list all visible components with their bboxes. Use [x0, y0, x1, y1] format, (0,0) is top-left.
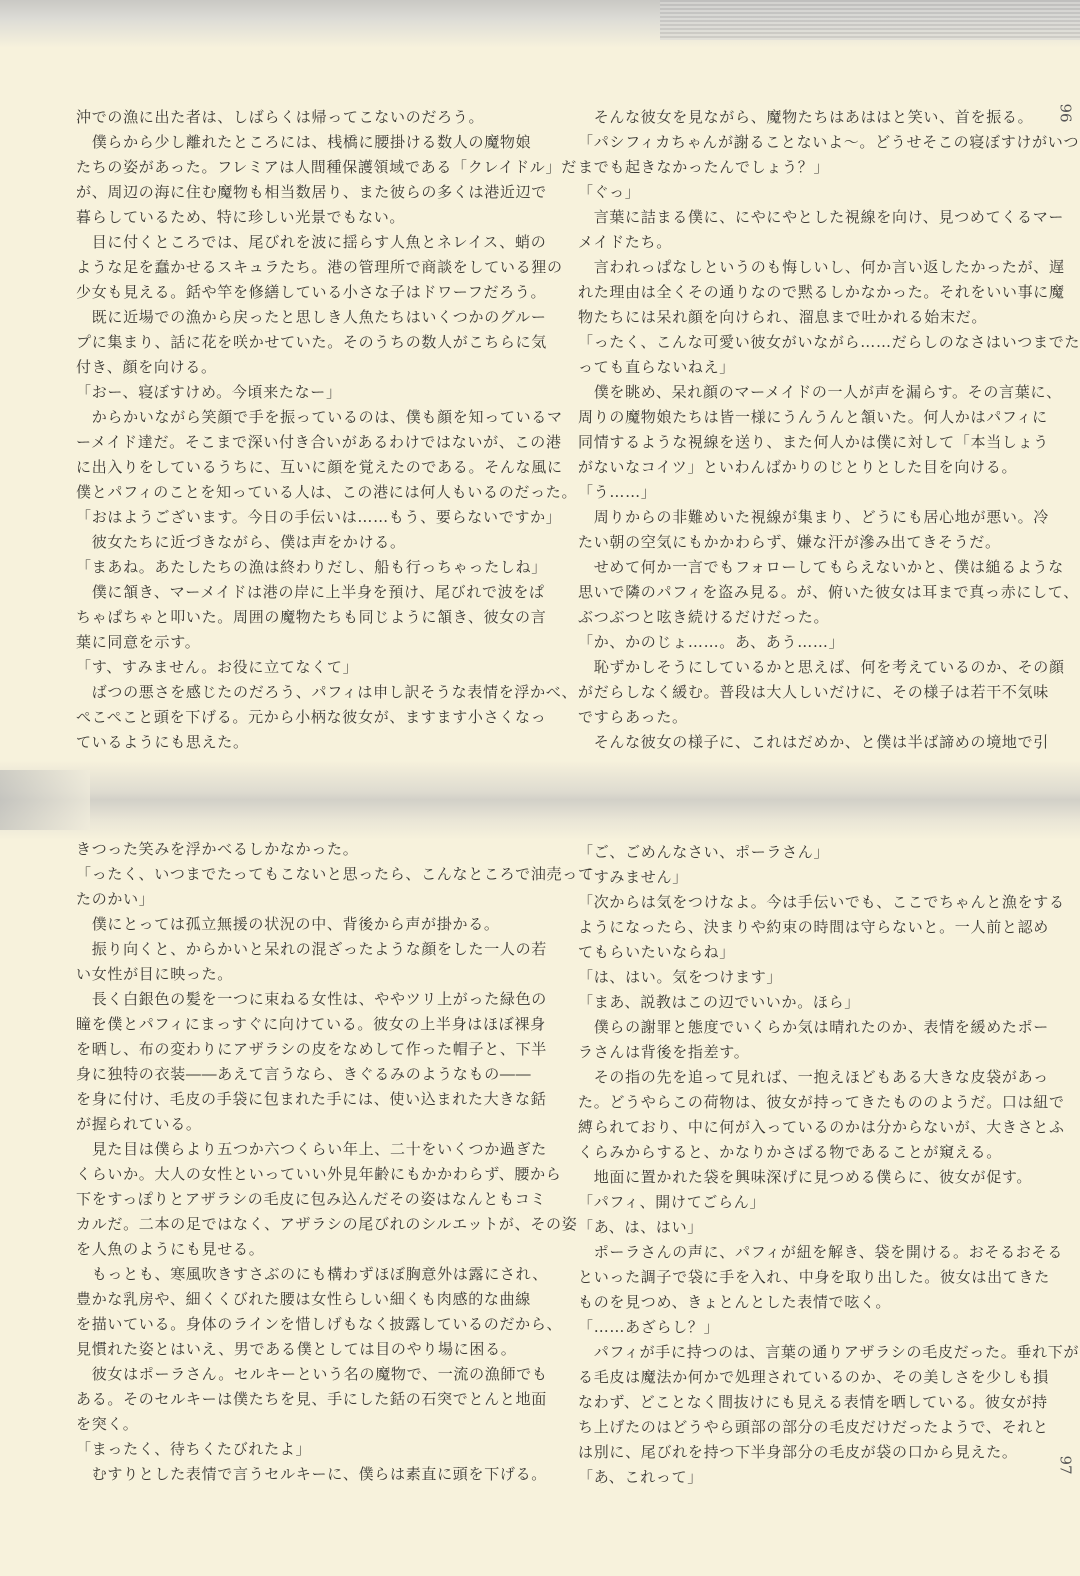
- text-line: を突く。: [76, 1415, 139, 1433]
- text-line: くらいか。大人の女性といっていい外見年齢にもかかわらず、腰から: [76, 1165, 562, 1183]
- text-block-top-left: [76, 105, 578, 755]
- binding-shadow: [0, 770, 90, 830]
- text-line: 長く白銀色の髪を一つに束ねる女性は、ややツリ上がった緑色の: [76, 990, 548, 1008]
- text-line: 思いで隣のパフィを盗み見る。が、俯いた彼女は耳まで真っ赤にして、: [578, 583, 1079, 601]
- text-line: たのかい」: [76, 890, 155, 908]
- text-line: 「ったく、いつまでたってもこないと思ったら、こんなところで油売って: [76, 865, 594, 883]
- text-line: 彼女たちに近づきながら、僕は声をかける。: [76, 533, 406, 551]
- text-line: 周りからの非難めいた視線が集まり、どうにも居心地が悪い。冷: [578, 508, 1050, 526]
- text-line: がだらしなく緩む。普段は大人しいだけに、その様子は若干不気味: [578, 683, 1050, 701]
- text-line: 「まあ、説教はこの辺でいいか。ほら」: [578, 993, 861, 1011]
- text-line: 縛られており、中に何が入っているのかは分からないが、大きさとふ: [578, 1118, 1065, 1136]
- text-line: 「う……」: [578, 483, 657, 501]
- text-line: 「パフィ、開けてごらん」: [578, 1193, 766, 1211]
- text-line: 周りの魔物娘たちは皆一様にうんうんと頷いた。何人かはパフィに: [578, 408, 1048, 426]
- text-line: 下をすっぽりとアザラシの毛皮に包み込んだその姿はなんともコミ: [76, 1190, 547, 1208]
- text-line: 身に独特の衣装――あえて言うなら、きぐるみのようなもの――: [76, 1065, 532, 1083]
- text-line: ーメイド達だ。そこまで深い付き合いがあるわけではないが、この港: [76, 433, 562, 451]
- text-line: そんな彼女を見ながら、魔物たちはあははと笑い、首を振る。: [578, 108, 1034, 126]
- text-line: 同情するような視線を送り、また何人かは僕に対して「本当しょう: [578, 433, 1050, 451]
- text-line: 「ったく、こんな可愛い彼女がいながら……だらしのなさはいつまでた: [578, 333, 1080, 351]
- text-line: ある。そのセルキーは僕たちを見、手にした銛の石突でとんと地面: [76, 1390, 548, 1408]
- text-line: カルだ。二本の足ではなく、アザラシの尾びれのシルエットが、その姿: [76, 1215, 578, 1233]
- text-line: ちゃぱちゃと叩いた。周囲の魔物たちも同じように頷き、彼女の言: [76, 608, 547, 626]
- text-line: 地面に置かれた袋を興味深げに見つめる僕らに、彼女が促す。: [578, 1168, 1033, 1186]
- text-line: ポーラさんの声に、パフィが紐を解き、袋を開ける。おそるおそる: [578, 1243, 1063, 1261]
- text-line: 僕とパフィのことを知っている人は、この港には何人もいるのだった。: [76, 483, 578, 501]
- text-line: きつった笑みを浮かべるしかなかった。: [76, 840, 359, 858]
- text-line: 「あ、は、はい」: [578, 1218, 704, 1236]
- text-line: 僕を眺め、呆れ顔のマーメイドの一人が声を漏らす。その言葉に、: [578, 383, 1062, 401]
- text-line: なわず、どことなく間抜けにも見える表情を晒している。彼女が持: [578, 1393, 1048, 1411]
- text-line: 瞳を僕とパフィにまっすぐに向けている。彼女の上半身はほぼ裸身: [76, 1015, 546, 1033]
- text-line: せめて何か一言でもフォローしてもらえないかと、僕は縋るような: [578, 558, 1064, 576]
- text-line: 「ぐっ」: [578, 183, 641, 201]
- text-line: 既に近場での漁から戻ったと思しき人魚たちはいくつかのグルー: [76, 308, 547, 326]
- text-line: 「は、はい。気をつけます」: [578, 968, 783, 986]
- text-line: ているようにも思えた。: [76, 733, 249, 751]
- text-line: 「す、すみません。お役に立てなくて」: [76, 658, 359, 676]
- text-line: 「まったく、待ちくたびれたよ」: [76, 1440, 312, 1458]
- text-line: 彼女はポーラさん。セルキーという名の魔物で、一流の漁師でも: [76, 1365, 548, 1383]
- text-line: 物たちには呆れ顔を向けられ、溜息まで吐かれる始末だ。: [578, 308, 988, 326]
- text-line: メイドたち。: [578, 233, 672, 251]
- text-line: 付き、顔を向ける。: [76, 358, 217, 376]
- text-line: 少女も見える。銛や竿を修繕している小さな子はドワーフだろう。: [76, 283, 547, 301]
- text-line: っても直らないねえ」: [578, 358, 736, 376]
- text-line: むすりとした表情で言うセルキーに、僕らは素直に頭を下げる。: [76, 1465, 548, 1483]
- text-block-bottom-left: [76, 837, 594, 1487]
- text-line: 僕にとっては孤立無援の状況の中、背後から声が掛かる。: [76, 915, 500, 933]
- text-line: 沖での漁に出た者は、しばらくは帰ってこないのだろう。: [76, 108, 485, 126]
- text-line: がないなコイツ」といわんばかりのじとりとした目を向ける。: [578, 458, 1018, 476]
- text-line: 「ご、ごめんなさい、ポーラさん」: [578, 843, 830, 861]
- text-line: 「あ、これって」: [578, 1468, 704, 1486]
- text-line: 「か、かのじょ……。あ、あう……」: [578, 633, 845, 651]
- text-line: といった調子で袋に手を入れ、中身を取り出した。彼女は出てきた: [578, 1268, 1050, 1286]
- text-line: 目に付くところでは、尾びれを波に揺らす人魚とネレイス、蛸の: [76, 233, 547, 251]
- text-line: からかいながら笑顔で手を振っているのは、僕も顔を知っているマ: [76, 408, 563, 426]
- text-line: 言葉に詰まる僕に、にやにやとした視線を向け、見つめてくるマー: [578, 208, 1065, 226]
- text-line: 言われっぱなしというのも悔しいし、何か言い返したかったが、遅: [578, 258, 1065, 276]
- text-line: を描いている。身体のラインを惜しげもなく披露しているのだから、: [76, 1315, 563, 1333]
- text-line: 見た目は僕らより五つか六つくらい年上、二十をいくつか過ぎた: [76, 1140, 548, 1158]
- text-line: たい朝の空気にもかかわらず、嫌な汗が滲み出てきそうだ。: [578, 533, 1001, 551]
- text-line: に出入りをしているうちに、互いに顔を覚えたのである。そんな風に: [76, 458, 563, 476]
- text-line: 「……あざらし？」: [578, 1318, 720, 1336]
- text-line: た。どうやらこの荷物は、彼女が持ってきたもののようだ。口は紐で: [578, 1093, 1065, 1111]
- text-line: は別に、尾びれを持つ下半身部分の毛皮が袋の口から見えた。: [578, 1443, 1018, 1461]
- text-line: 僕らの謝罪と態度でいくらか気は晴れたのか、表情を緩めたポー: [578, 1018, 1050, 1036]
- text-line: 「パシフィカちゃんが謝ることないよ～。どうせそこの寝ぼすけがいつ: [578, 133, 1080, 151]
- page-number-96: 96: [1056, 103, 1075, 123]
- text-line: もっとも、寒風吹きすさぶのにも構わずほぼ胸意外は露にされ、: [76, 1265, 548, 1283]
- text-line: 見慣れた姿とはいえ、男である僕としては目のやり場に困る。: [76, 1340, 517, 1358]
- text-line: れた理由は全くその通りなので黙るしかなかった。それをいい事に魔: [578, 283, 1065, 301]
- text-line: 「おー、寝ぼすけめ。今頃来たなー」: [76, 383, 342, 401]
- text-line: ぺこぺこと頭を下げる。元から小柄な彼女が、ますます小さくなっ: [76, 708, 547, 726]
- text-line: ぶつぶつと呟き続けるだけだった。: [578, 608, 830, 626]
- text-line: い女性が目に映った。: [76, 965, 234, 983]
- text-line: ち上げたのはどうやら頭部の部分の毛皮だけだったようで、それと: [578, 1418, 1049, 1436]
- text-line: 「すみません」: [578, 868, 688, 886]
- text-line: 振り向くと、からかいと呆れの混ざったような顔をした一人の若: [76, 940, 548, 958]
- text-line: ばつの悪さを感じたのだろう、パフィは申し訳そうな表情を浮かべ、: [76, 683, 578, 701]
- text-line: が握られている。: [76, 1115, 202, 1133]
- text-line: ですらあった。: [578, 708, 688, 726]
- text-line: 「次からは気をつけなよ。今は手伝いでも、ここでちゃんと漁をする: [578, 893, 1065, 911]
- text-line: までも起きなかったんでしょう？」: [578, 158, 830, 176]
- text-line: 「おはようございます。今日の手伝いは……もう、要らないですか」: [76, 508, 562, 526]
- book-page-edge: [0, 0, 1080, 48]
- text-line: 「まあね。あたしたちの漁は終わりだし、船も行っちゃったしね」: [76, 558, 548, 576]
- text-line: ラさんは背後を指差す。: [578, 1043, 750, 1061]
- text-line: 葉に同意を示す。: [76, 633, 201, 651]
- text-line: 暮らしているため、特に珍しい光景でもない。: [76, 208, 406, 226]
- text-line: が、周辺の海に住む魔物も相当数居り、また彼らの多くは港近辺で: [76, 183, 548, 201]
- text-line: 僕に頷き、マーメイドは港の岸に上半身を預け、尾びれで波をぱ: [76, 583, 545, 601]
- page-gutter-shadow: [0, 760, 1080, 840]
- text-line: プに集まり、話に花を咲かせていた。そのうちの数人がこちらに気: [76, 333, 548, 351]
- text-line: を人魚のようにも見せる。: [76, 1240, 265, 1258]
- text-line: その指の先を追って見れば、一抱えほどもある大きな皮袋があっ: [578, 1068, 1049, 1086]
- text-line: たちの姿があった。フレミアは人間種保護領域である「クレイドル」だ: [76, 158, 577, 176]
- text-line: を身に付け、毛皮の手袋に包まれた手には、使い込まれた大きな銛: [76, 1090, 547, 1108]
- text-line: を晒し、布の変わりにアザラシの皮をなめして作った帽子と、下半: [76, 1040, 548, 1058]
- text-line: ような足を蠢かせるスキュラたち。港の管理所で商談をしている狸の: [76, 258, 563, 276]
- page-number-97: 97: [1056, 1455, 1075, 1475]
- text-line: くらみからすると、かなりかさばる物であることが窺える。: [578, 1143, 1002, 1161]
- text-line: 僕らから少し離れたところには、桟橋に腰掛ける数人の魔物娘: [76, 133, 532, 151]
- text-line: ものを見つめ、きょとんとした表情で呟く。: [578, 1293, 892, 1311]
- text-line: ようになったら、決まりや約束の時間は守らないと。一人前と認め: [578, 918, 1050, 936]
- text-line: パフィが手に持つのは、言葉の通りアザラシの毛皮だった。垂れ下が: [578, 1343, 1080, 1361]
- text-line: そんな彼女の様子に、これはだめか、と僕は半ば諦めの境地で引: [578, 733, 1050, 751]
- text-line: 恥ずかしそうにしているかと思えば、何を考えているのか、その顔: [578, 658, 1065, 676]
- text-line: てもらいたいならね」: [578, 943, 736, 961]
- text-line: 豊かな乳房や、細くくびれた腰は女性らしい細くも肉感的な曲線: [76, 1290, 532, 1308]
- text-line: る毛皮は魔法か何かで処理されているのか、その美しさを少しも損: [578, 1368, 1050, 1386]
